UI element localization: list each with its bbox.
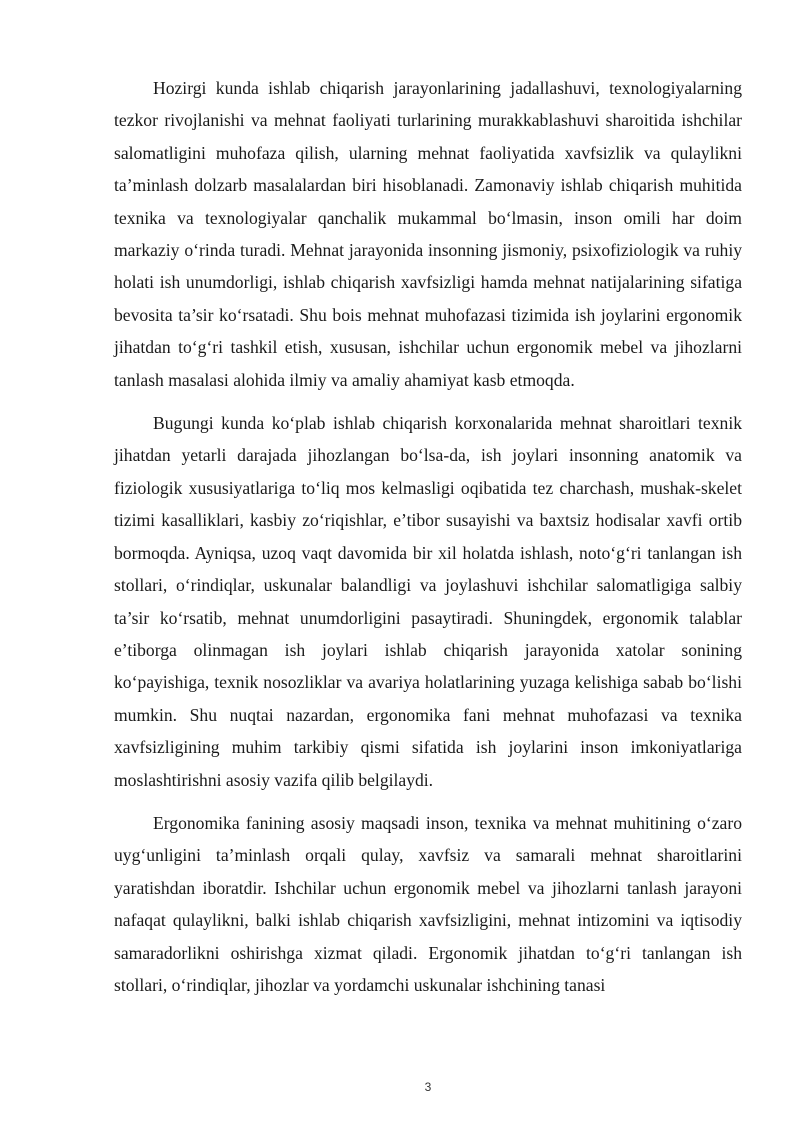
page-number: 3 [424,1080,432,1094]
paragraph-1: Hozirgi kunda ishlab chiqarish jarayonlarining jadallashuvi, texnologiyalarning tezkor rivojlanishi va mehnat faoliyati turlarining murakkablashuvi sharoitida ishchilar salomatligini muhofaza qilish, ularning mehnat faoliyatida xavfsizlik va qulaylikni ta’minlash dolzarb masalalardan biri hisoblanadi. Zamonaviy ishlab chiqarish muhitida texnika va texnologiyalar qanchalik mukammal bo‘lmasin, inson omili har doim markaziy o‘rinda turadi. Mehnat jarayonida insonning jismoniy, psixofiziologik va ruhiy holati ish unumdorligi, ishlab chiqarish xavfsizligi hamda mehnat natijalarining sifatiga bevosita ta’sir ko‘rsatadi. Shu bois mehnat muhofazasi tizimida ish joylarini ergonomik jihatdan to‘g‘ri tashkil etish, xususan, ishchilar uchun ergonomik mebel va jihozlarni tanlash masalasi alohida ilmiy va amaliy ahamiyat kasb etmoqda. [114,78,742,390]
document-page [114,72,742,1012]
paragraph-3: Ergonomika fanining asosiy maqsadi inson, texnika va mehnat muhitining o‘zaro uyg‘unligini ta’minlash orqali qulay, xavfsiz va samarali mehnat sharoitlarini yaratishdan iboratdir. Ishchilar uchun ergonomik mebel va jihozlarni tanlash jarayoni nafaqat qulaylikni, balki ishlab chiqarish xavfsizligini, mehnat intizomini va iqtisodiy samaradorlikni oshirishga xizmat qiladi. Ergonomik jihatdan to‘g‘ri tanlangan ish stollari, o‘rindiqlar, jihozlar va yordamchi uskunalar ishchining tanasi [114,812,742,995]
paragraph-2: Bugungi kunda ko‘plab ishlab chiqarish korxonalarida mehnat sharoitlari texnik jihatdan yetarli darajada jihozlangan bo‘lsa-da, ish joylari insonning anatomik va fiziologik xususiyatlariga to‘liq mos kelmasligi oqibatida tez charchash, mushak-skelet tizimi kasalliklari, kasbiy zo‘riqishlar, e’tibor susayishi va baxtsiz hodisalar xavfi ortib bormoqda. Ayniqsa, uzoq vaqt davomida bir xil holatda ishlash, noto‘g‘ri tanlangan ish stollari, o‘rindiqlar, uskunalar balandligi va joylashuvi ishchilar salomatligiga salbiy ta’sir ko‘rsatib, mehnat unumdorligini pasaytiradi. Shuningdek, ergonomik talablar e’tiborga olinmagan ish joylari ishlab chiqarish jarayonida xatolar sonining ko‘payishiga, texnik nosozliklar va avariya holatlarining yuzaga kelishiga sabab bo‘lishi mumkin. Shu nuqtai nazardan, ergonomika fani mehnat muhofazasi va texnika xavfsizligining muhim tarkibiy qismi sifatida ish joylarini inson imkoniyatlariga moslashtirishni asosiy vazifa qilib belgilaydi. [114,413,742,790]
